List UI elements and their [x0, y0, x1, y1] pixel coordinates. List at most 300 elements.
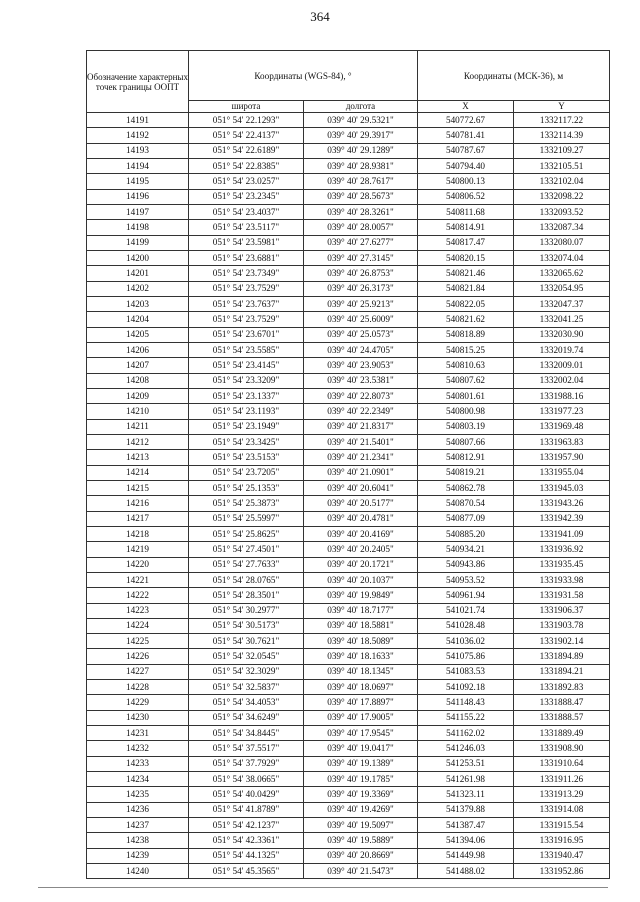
x-cell: 540807.62 — [418, 373, 514, 388]
y-cell: 1332098.22 — [514, 189, 610, 204]
x-cell: 540814.91 — [418, 220, 514, 235]
latitude-cell: 051° 54' 30.7621" — [189, 634, 304, 649]
point-id-cell: 14216 — [87, 496, 189, 511]
y-cell: 1331911.26 — [514, 772, 610, 787]
table-body — [87, 113, 610, 879]
y-cell: 1331963.83 — [514, 434, 610, 449]
latitude-cell: 051° 54' 23.4037" — [189, 204, 304, 219]
x-cell: 541261.98 — [418, 772, 514, 787]
latitude-cell: 051° 54' 27.4501" — [189, 542, 304, 557]
latitude-cell: 051° 54' 22.4137" — [189, 128, 304, 143]
latitude-cell: 051° 54' 32.5837" — [189, 680, 304, 695]
latitude-cell: 051° 54' 23.5153" — [189, 450, 304, 465]
table-row — [87, 327, 610, 342]
point-id-cell: 14192 — [87, 128, 189, 143]
x-cell: 541092.18 — [418, 680, 514, 695]
table-row — [87, 572, 610, 587]
latitude-cell: 051° 54' 22.6189" — [189, 143, 304, 158]
table-row — [87, 465, 610, 480]
longitude-cell: 039° 40' 17.8897" — [304, 695, 418, 710]
point-id-cell: 14228 — [87, 680, 189, 695]
longitude-cell: 039° 40' 23.9053" — [304, 358, 418, 373]
table-row — [87, 526, 610, 541]
coordinates-table — [86, 50, 610, 879]
point-id-cell: 14221 — [87, 572, 189, 587]
longitude-cell: 039° 40' 20.1721" — [304, 557, 418, 572]
longitude-cell: 039° 40' 21.5473" — [304, 864, 418, 879]
y-cell: 1332102.04 — [514, 174, 610, 189]
point-id-cell: 14230 — [87, 710, 189, 725]
y-cell: 1331941.09 — [514, 526, 610, 541]
point-id-cell: 14232 — [87, 741, 189, 756]
table-row — [87, 542, 610, 557]
point-id-cell: 14233 — [87, 756, 189, 771]
y-cell: 1331957.90 — [514, 450, 610, 465]
x-cell: 541387.47 — [418, 818, 514, 833]
longitude-cell: 039° 40' 28.9381" — [304, 158, 418, 173]
point-id-cell: 14227 — [87, 664, 189, 679]
longitude-cell: 039° 40' 19.5097" — [304, 818, 418, 833]
longitude-cell: 039° 40' 25.6009" — [304, 312, 418, 327]
y-cell: 1331910.64 — [514, 756, 610, 771]
longitude-cell: 039° 40' 21.5401" — [304, 434, 418, 449]
table-row — [87, 833, 610, 848]
longitude-cell: 039° 40' 29.5321" — [304, 113, 418, 128]
y-cell: 1331889.49 — [514, 726, 610, 741]
latitude-cell: 051° 54' 23.6881" — [189, 250, 304, 265]
x-cell: 541148.43 — [418, 695, 514, 710]
header-y: Y — [514, 101, 610, 113]
latitude-cell: 051° 54' 23.0257" — [189, 174, 304, 189]
table-row — [87, 250, 610, 265]
table-row — [87, 342, 610, 357]
y-cell: 1331916.95 — [514, 833, 610, 848]
point-id-cell: 14235 — [87, 787, 189, 802]
point-id-cell: 14211 — [87, 419, 189, 434]
x-cell: 540818.89 — [418, 327, 514, 342]
latitude-cell: 051° 54' 22.8385" — [189, 158, 304, 173]
x-cell: 540810.63 — [418, 358, 514, 373]
x-cell: 540800.13 — [418, 174, 514, 189]
x-cell: 540811.68 — [418, 204, 514, 219]
x-cell: 540803.19 — [418, 419, 514, 434]
latitude-cell: 051° 54' 23.7349" — [189, 266, 304, 281]
table-row — [87, 680, 610, 695]
y-cell: 1331940.47 — [514, 848, 610, 863]
table-row — [87, 618, 610, 633]
longitude-cell: 039° 40' 20.4781" — [304, 511, 418, 526]
latitude-cell: 051° 54' 30.2977" — [189, 603, 304, 618]
latitude-cell: 051° 54' 37.7929" — [189, 756, 304, 771]
x-cell: 541021.74 — [418, 603, 514, 618]
point-id-cell: 14220 — [87, 557, 189, 572]
x-cell: 541449.98 — [418, 848, 514, 863]
latitude-cell: 051° 54' 23.5117" — [189, 220, 304, 235]
point-id-cell: 14238 — [87, 833, 189, 848]
latitude-cell: 051° 54' 23.6701" — [189, 327, 304, 342]
y-cell: 1331888.57 — [514, 710, 610, 725]
longitude-cell: 039° 40' 22.2349" — [304, 404, 418, 419]
table-row — [87, 664, 610, 679]
latitude-cell: 051° 54' 23.7529" — [189, 281, 304, 296]
y-cell: 1332002.04 — [514, 373, 610, 388]
y-cell: 1331977.23 — [514, 404, 610, 419]
x-cell: 541323.11 — [418, 787, 514, 802]
longitude-cell: 039° 40' 18.1345" — [304, 664, 418, 679]
point-id-cell: 14229 — [87, 695, 189, 710]
x-cell: 540870.54 — [418, 496, 514, 511]
y-cell: 1332054.95 — [514, 281, 610, 296]
longitude-cell: 039° 40' 28.7617" — [304, 174, 418, 189]
longitude-cell: 039° 40' 29.3917" — [304, 128, 418, 143]
point-id-cell: 14195 — [87, 174, 189, 189]
latitude-cell: 051° 54' 23.3209" — [189, 373, 304, 388]
x-cell: 540819.21 — [418, 465, 514, 480]
longitude-cell: 039° 40' 28.0057" — [304, 220, 418, 235]
table-row — [87, 588, 610, 603]
table-row — [87, 404, 610, 419]
y-cell: 1332030.90 — [514, 327, 610, 342]
y-cell: 1331943.26 — [514, 496, 610, 511]
point-id-cell: 14214 — [87, 465, 189, 480]
point-id-cell: 14215 — [87, 480, 189, 495]
table-row — [87, 388, 610, 403]
y-cell: 1331942.39 — [514, 511, 610, 526]
y-cell: 1331906.37 — [514, 603, 610, 618]
table-row — [87, 557, 610, 572]
table-row — [87, 373, 610, 388]
y-cell: 1332117.22 — [514, 113, 610, 128]
y-cell: 1331936.92 — [514, 542, 610, 557]
table-row — [87, 434, 610, 449]
point-id-cell: 14204 — [87, 312, 189, 327]
y-cell: 1331902.14 — [514, 634, 610, 649]
longitude-cell: 039° 40' 18.0697" — [304, 680, 418, 695]
x-cell: 540817.47 — [418, 235, 514, 250]
x-cell: 540787.67 — [418, 143, 514, 158]
point-id-cell: 14203 — [87, 296, 189, 311]
y-cell: 1332105.51 — [514, 158, 610, 173]
latitude-cell: 051° 54' 23.5981" — [189, 235, 304, 250]
longitude-cell: 039° 40' 20.5177" — [304, 496, 418, 511]
table-row — [87, 649, 610, 664]
point-id-cell: 14219 — [87, 542, 189, 557]
y-cell: 1331988.16 — [514, 388, 610, 403]
longitude-cell: 039° 40' 20.1037" — [304, 572, 418, 587]
point-id-cell: 14240 — [87, 864, 189, 879]
x-cell: 540807.66 — [418, 434, 514, 449]
latitude-cell: 051° 54' 34.6249" — [189, 710, 304, 725]
point-id-cell: 14239 — [87, 848, 189, 863]
point-id-cell: 14199 — [87, 235, 189, 250]
latitude-cell: 051° 54' 32.0545" — [189, 649, 304, 664]
table-row — [87, 695, 610, 710]
latitude-cell: 051° 54' 42.3361" — [189, 833, 304, 848]
latitude-cell: 051° 54' 25.8625" — [189, 526, 304, 541]
point-id-cell: 14234 — [87, 772, 189, 787]
point-id-cell: 14236 — [87, 802, 189, 817]
x-cell: 540822.05 — [418, 296, 514, 311]
x-cell: 540815.25 — [418, 342, 514, 357]
table-row — [87, 266, 610, 281]
x-cell: 540961.94 — [418, 588, 514, 603]
x-cell: 541379.88 — [418, 802, 514, 817]
x-cell: 541075.86 — [418, 649, 514, 664]
y-cell: 1332080.07 — [514, 235, 610, 250]
table-row — [87, 756, 610, 771]
latitude-cell: 051° 54' 30.5173" — [189, 618, 304, 633]
longitude-cell: 039° 40' 18.7177" — [304, 603, 418, 618]
table-row — [87, 496, 610, 511]
point-id-cell: 14208 — [87, 373, 189, 388]
y-cell: 1331969.48 — [514, 419, 610, 434]
table-row — [87, 450, 610, 465]
longitude-cell: 039° 40' 18.1633" — [304, 649, 418, 664]
longitude-cell: 039° 40' 25.0573" — [304, 327, 418, 342]
latitude-cell: 051° 54' 28.0765" — [189, 572, 304, 587]
longitude-cell: 039° 40' 28.3261" — [304, 204, 418, 219]
table-row — [87, 772, 610, 787]
table-row — [87, 480, 610, 495]
x-cell: 541083.53 — [418, 664, 514, 679]
latitude-cell: 051° 54' 28.3501" — [189, 588, 304, 603]
point-id-cell: 14206 — [87, 342, 189, 357]
y-cell: 1332065.62 — [514, 266, 610, 281]
table-row — [87, 710, 610, 725]
x-cell: 541162.02 — [418, 726, 514, 741]
longitude-cell: 039° 40' 22.8073" — [304, 388, 418, 403]
y-cell: 1331894.89 — [514, 649, 610, 664]
x-cell: 540800.98 — [418, 404, 514, 419]
longitude-cell: 039° 40' 24.4705" — [304, 342, 418, 357]
y-cell: 1331931.58 — [514, 588, 610, 603]
longitude-cell: 039° 40' 17.9545" — [304, 726, 418, 741]
point-id-cell: 14202 — [87, 281, 189, 296]
y-cell: 1331914.08 — [514, 802, 610, 817]
x-cell: 540812.91 — [418, 450, 514, 465]
x-cell: 540772.67 — [418, 113, 514, 128]
point-id-cell: 14224 — [87, 618, 189, 633]
y-cell: 1332087.34 — [514, 220, 610, 235]
longitude-cell: 039° 40' 19.3369" — [304, 787, 418, 802]
table-row — [87, 143, 610, 158]
y-cell: 1331894.21 — [514, 664, 610, 679]
table-row — [87, 864, 610, 879]
table-row — [87, 634, 610, 649]
point-id-cell: 14201 — [87, 266, 189, 281]
latitude-cell: 051° 54' 23.1337" — [189, 388, 304, 403]
point-id-cell: 14196 — [87, 189, 189, 204]
latitude-cell: 051° 54' 25.1353" — [189, 480, 304, 495]
longitude-cell: 039° 40' 26.8753" — [304, 266, 418, 281]
table-row — [87, 312, 610, 327]
y-cell: 1331952.86 — [514, 864, 610, 879]
x-cell: 540806.52 — [418, 189, 514, 204]
y-cell: 1331908.90 — [514, 741, 610, 756]
y-cell: 1331892.83 — [514, 680, 610, 695]
latitude-cell: 051° 54' 42.1237" — [189, 818, 304, 833]
longitude-cell: 039° 40' 25.9213" — [304, 296, 418, 311]
latitude-cell: 051° 54' 34.4053" — [189, 695, 304, 710]
x-cell: 540820.15 — [418, 250, 514, 265]
point-id-cell: 14213 — [87, 450, 189, 465]
point-id-cell: 14191 — [87, 113, 189, 128]
table-row — [87, 802, 610, 817]
latitude-cell: 051° 54' 25.3873" — [189, 496, 304, 511]
longitude-cell: 039° 40' 19.4269" — [304, 802, 418, 817]
x-cell: 541394.06 — [418, 833, 514, 848]
latitude-cell: 051° 54' 23.1193" — [189, 404, 304, 419]
longitude-cell: 039° 40' 27.6277" — [304, 235, 418, 250]
table-row — [87, 158, 610, 173]
latitude-cell: 051° 54' 23.7205" — [189, 465, 304, 480]
y-cell: 1331903.78 — [514, 618, 610, 633]
header-point-designation: Обозначение характерных точек границы ООПТ — [87, 51, 189, 113]
table-row — [87, 296, 610, 311]
latitude-cell: 051° 54' 38.0665" — [189, 772, 304, 787]
latitude-cell: 051° 54' 41.8789" — [189, 802, 304, 817]
x-cell: 540821.62 — [418, 312, 514, 327]
y-cell: 1331933.98 — [514, 572, 610, 587]
table-row — [87, 726, 610, 741]
point-id-cell: 14222 — [87, 588, 189, 603]
point-id-cell: 14212 — [87, 434, 189, 449]
latitude-cell: 051° 54' 44.1325" — [189, 848, 304, 863]
x-cell: 541036.02 — [418, 634, 514, 649]
point-id-cell: 14226 — [87, 649, 189, 664]
point-id-cell: 14194 — [87, 158, 189, 173]
x-cell: 541246.03 — [418, 741, 514, 756]
longitude-cell: 039° 40' 21.0901" — [304, 465, 418, 480]
table-row — [87, 511, 610, 526]
y-cell: 1331913.29 — [514, 787, 610, 802]
longitude-cell: 039° 40' 26.3173" — [304, 281, 418, 296]
longitude-cell: 039° 40' 28.5673" — [304, 189, 418, 204]
table-row — [87, 358, 610, 373]
x-cell: 540801.61 — [418, 388, 514, 403]
point-id-cell: 14231 — [87, 726, 189, 741]
longitude-cell: 039° 40' 20.6041" — [304, 480, 418, 495]
longitude-cell: 039° 40' 18.5089" — [304, 634, 418, 649]
longitude-cell: 039° 40' 20.2405" — [304, 542, 418, 557]
x-cell: 540934.21 — [418, 542, 514, 557]
longitude-cell: 039° 40' 20.4169" — [304, 526, 418, 541]
page-number: 364 — [310, 9, 330, 24]
table-row — [87, 220, 610, 235]
x-cell: 540943.86 — [418, 557, 514, 572]
longitude-cell: 039° 40' 19.0417" — [304, 741, 418, 756]
longitude-cell: 039° 40' 19.9849" — [304, 588, 418, 603]
latitude-cell: 051° 54' 22.1293" — [189, 113, 304, 128]
point-id-cell: 14193 — [87, 143, 189, 158]
latitude-cell: 051° 54' 37.5517" — [189, 741, 304, 756]
x-cell: 540794.40 — [418, 158, 514, 173]
header-x: X — [418, 101, 514, 113]
longitude-cell: 039° 40' 27.3145" — [304, 250, 418, 265]
y-cell: 1331955.04 — [514, 465, 610, 480]
table-row — [87, 787, 610, 802]
latitude-cell: 051° 54' 23.7637" — [189, 296, 304, 311]
point-id-cell: 14223 — [87, 603, 189, 618]
longitude-cell: 039° 40' 20.8669" — [304, 848, 418, 863]
y-cell: 1332047.37 — [514, 296, 610, 311]
y-cell: 1332109.27 — [514, 143, 610, 158]
table-row — [87, 235, 610, 250]
latitude-cell: 051° 54' 34.8445" — [189, 726, 304, 741]
x-cell: 541488.02 — [418, 864, 514, 879]
longitude-cell: 039° 40' 21.2341" — [304, 450, 418, 465]
longitude-cell: 039° 40' 19.1389" — [304, 756, 418, 771]
point-id-cell: 14209 — [87, 388, 189, 403]
latitude-cell: 051° 54' 40.0429" — [189, 787, 304, 802]
point-id-cell: 14198 — [87, 220, 189, 235]
table-row — [87, 113, 610, 128]
header-latitude: широта — [189, 101, 304, 113]
x-cell: 540821.46 — [418, 266, 514, 281]
header-msk36: Координаты (МСК-36), м — [418, 51, 610, 101]
y-cell: 1332074.04 — [514, 250, 610, 265]
latitude-cell: 051° 54' 23.2345" — [189, 189, 304, 204]
y-cell: 1331915.54 — [514, 818, 610, 833]
table-row — [87, 741, 610, 756]
point-id-cell: 14237 — [87, 818, 189, 833]
x-cell: 540821.84 — [418, 281, 514, 296]
latitude-cell: 051° 54' 23.7529" — [189, 312, 304, 327]
x-cell: 540781.41 — [418, 128, 514, 143]
point-id-cell: 14218 — [87, 526, 189, 541]
x-cell: 540862.78 — [418, 480, 514, 495]
longitude-cell: 039° 40' 19.1785" — [304, 772, 418, 787]
point-id-cell: 14207 — [87, 358, 189, 373]
point-id-cell: 14225 — [87, 634, 189, 649]
latitude-cell: 051° 54' 32.3029" — [189, 664, 304, 679]
table-row — [87, 419, 610, 434]
table-row — [87, 848, 610, 863]
table-row — [87, 818, 610, 833]
latitude-cell: 051° 54' 27.7633" — [189, 557, 304, 572]
point-id-cell: 14200 — [87, 250, 189, 265]
latitude-cell: 051° 54' 23.3425" — [189, 434, 304, 449]
latitude-cell: 051° 54' 45.3565" — [189, 864, 304, 879]
y-cell: 1332019.74 — [514, 342, 610, 357]
point-id-cell: 14197 — [87, 204, 189, 219]
point-id-cell: 14205 — [87, 327, 189, 342]
y-cell: 1332093.52 — [514, 204, 610, 219]
latitude-cell: 051° 54' 23.4145" — [189, 358, 304, 373]
table-row — [87, 603, 610, 618]
header-wgs84: Координаты (WGS-84), ° — [189, 51, 418, 101]
x-cell: 540885.20 — [418, 526, 514, 541]
longitude-cell: 039° 40' 18.5881" — [304, 618, 418, 633]
x-cell: 541155.22 — [418, 710, 514, 725]
point-id-cell: 14210 — [87, 404, 189, 419]
latitude-cell: 051° 54' 25.5997" — [189, 511, 304, 526]
y-cell: 1331888.47 — [514, 695, 610, 710]
y-cell: 1332114.39 — [514, 128, 610, 143]
longitude-cell: 039° 40' 21.8317" — [304, 419, 418, 434]
longitude-cell: 039° 40' 29.1289" — [304, 143, 418, 158]
y-cell: 1332009.01 — [514, 358, 610, 373]
latitude-cell: 051° 54' 23.1949" — [189, 419, 304, 434]
bottom-divider — [38, 887, 608, 888]
point-id-cell: 14217 — [87, 511, 189, 526]
table-row — [87, 174, 610, 189]
y-cell: 1331945.03 — [514, 480, 610, 495]
header-longitude: долгота — [304, 101, 418, 113]
x-cell: 540953.52 — [418, 572, 514, 587]
x-cell: 541028.48 — [418, 618, 514, 633]
y-cell: 1331935.45 — [514, 557, 610, 572]
